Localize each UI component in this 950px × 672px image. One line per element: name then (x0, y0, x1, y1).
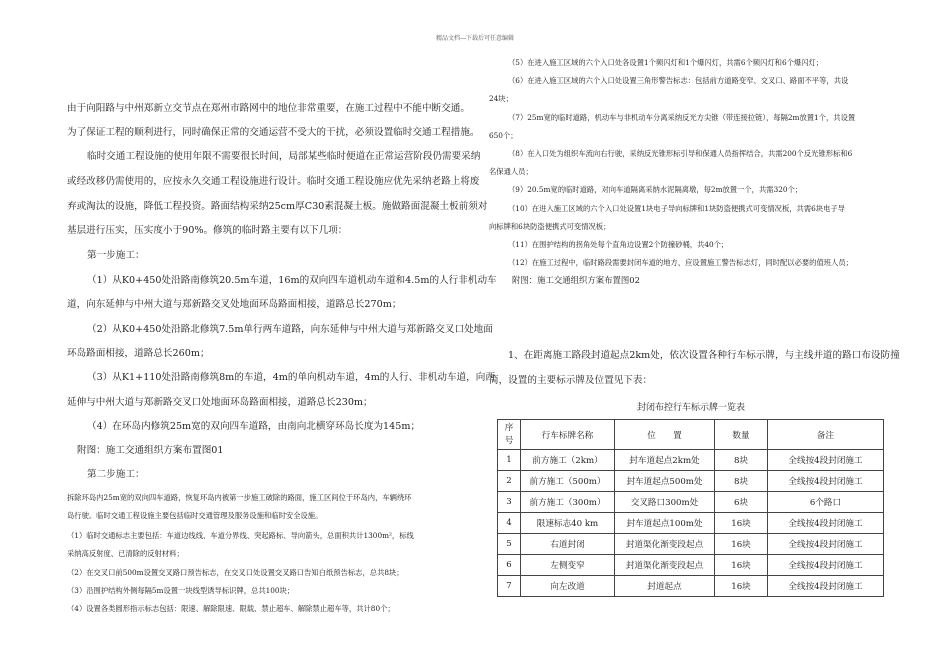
right-item6-line1: （6）在进入施工区域的六个入口处设置三角形警告标志：包括前方道路变窄、交叉口、路面不平等，共设 (508, 76, 849, 85)
para2-line-2: 或经改移仍需使用的，应按永久交通工程设施进行设计。临时交通工程设施应优先采纳老路上将废 (67, 176, 480, 187)
right-item11: （11）在围护结构的拐角处每个直角边设置2个防撞砂桶，共40个； (508, 240, 729, 249)
cell-position: 封车道起点2km处 (615, 450, 715, 471)
cell-name: 前方施工（300m） (521, 492, 615, 513)
cell-position: 封车道起点500m处 (615, 471, 715, 492)
step2-title: 第二步施工： (87, 469, 145, 480)
right-item10-line1: （10）在进入施工区域的六个入口处设置1块电子导向标牌和1块防盗便携式可变情况板，共需6块电子导 (508, 204, 845, 213)
cell-note: 全线按4段封闭施工 (768, 450, 884, 471)
right-item6-line2: 24块； (489, 94, 513, 103)
figure-caption-1: 附图：施工交通组织方案布置图01 (77, 445, 224, 456)
table-row (498, 576, 884, 597)
step2-item2: （2）在交叉口前500m设置交叉路口预告标志，在交叉口处设置交叉路口告知白纸预告标志，总共8块； (67, 568, 404, 577)
cell-qty: 6块 (715, 492, 768, 513)
cell-seq: 1 (498, 450, 521, 471)
cell-seq: 4 (498, 513, 521, 534)
table-header-row (498, 420, 884, 450)
cell-name: 限速标志40 km (521, 513, 615, 534)
cell-seq: 6 (498, 555, 521, 576)
table-row (498, 534, 884, 555)
cell-note: 全线按4段封闭施工 (768, 513, 884, 534)
step2-item1-line1: （1）临时交通标志主要包括：车道边线线、车道分界线、突起路标、导向箭头，总面积共计1300m²，标线 (67, 531, 414, 540)
step1-item3-line2: 延伸与中州大道与郑新路交叉口处地面环岛路面相接，道路总长230m； (67, 397, 373, 408)
right-item8-line1: （8）在入口处为组织车流向右行驶，采纳反光锥形标引导和保通人员指挥结合，共需200个反光锥形标和6 (508, 149, 853, 158)
cell-qty: 16块 (715, 534, 768, 555)
cell-position: 封道渠化渐变段起点 (615, 555, 715, 576)
step1-item4: （4）在环岛内修筑25m宽的双向四车道路，由南向北横穿环岛长度为145m； (87, 421, 421, 432)
right-item12: （12）在施工过程中，临时路段需要封闭车道的地方，应设置施工警告标志灯，同时配以必要的值班人员； (508, 258, 853, 267)
right-item7-line1: （7）25m宽的临时道路，机动车与非机动车分离采纳反光方尖锥（带连接拉链），每隔2m放置1个，共设置 (508, 113, 856, 122)
para2-line-3: 弃或淘汰的设施，降低工程投资。路面结构采纳25cm厚C30素混凝土板。施做路面混凝土板前须对 (67, 201, 488, 212)
step1-item2-line1: （2）从K0+450处沿路北修筑7.5m单行两车道路，向东延伸与中州大道与郑新路交叉口处地面 (87, 324, 493, 335)
cell-qty: 8块 (715, 450, 768, 471)
right-item8-line2: 名保通人员； (489, 167, 533, 176)
cell-note: 6个路口 (768, 492, 884, 513)
step1-title: 第一步施工： (87, 250, 145, 261)
cell-note: 全线按4段封闭施工 (768, 534, 884, 555)
header-seq: 序 号 (498, 420, 521, 450)
step2-line-2: 岛行驶。临时交通工程设施主要包括临时交通管理及服务设施和临时安全设施。 (67, 511, 323, 520)
section-1-line2: 筒，设置的主要标示牌及位置见下表： (489, 375, 653, 386)
table-row (498, 492, 884, 513)
cell-name: 前方施工（500m） (521, 471, 615, 492)
cell-name: 左侧变窄 (521, 555, 615, 576)
cell-seq: 7 (498, 576, 521, 597)
cell-name: 右道封闭 (521, 534, 615, 555)
cell-qty: 16块 (715, 576, 768, 597)
cell-qty: 16块 (715, 555, 768, 576)
cell-note: 全线按4段封闭施工 (768, 576, 884, 597)
right-item9: （9）20.5m宽的临时道路，对向车道隔离采纳水泥隔离墩，每2m放置一个，共需320个； (508, 185, 803, 194)
signs-table (497, 419, 884, 597)
table-row (498, 513, 884, 534)
cell-position: 封车道起点100m处 (615, 513, 715, 534)
cell-seq: 2 (498, 471, 521, 492)
cell-position: 封道渠化渐变段起点 (615, 534, 715, 555)
cell-qty: 16块 (715, 513, 768, 534)
right-item5: （5）在进入施工区域的六个入口处各设置1个频闪灯和1个爆闪灯，共需6个频闪灯和6个爆闪灯； (508, 58, 824, 67)
cell-name: 前方施工（2km） (521, 450, 615, 471)
cell-position: 封道起点 (615, 576, 715, 597)
cell-position: 交叉路口300m处 (615, 492, 715, 513)
table-row (498, 471, 884, 492)
step2-line-1: 拆除环岛内25m宽的双向四车道路，恢复环岛内被第一步施工破除的路面，施工区间位于环岛内，车辆绕环 (67, 493, 412, 502)
intro-line-1: 由于向阳路与中州郑新立交节点在郑州市路网中的地位非常重要，在施工过程中不能中断交通。 (67, 103, 470, 114)
header-position: 位 置 (615, 420, 715, 450)
cell-seq: 3 (498, 492, 521, 513)
step2-item3: （3）沿围护结构外侧每隔5m设置一块线型诱导标识牌，总共100块； (67, 586, 295, 595)
step2-item1-line2: 采纳高反射度、已清除的反射材料； (67, 549, 184, 558)
right-item7-line2: 650个； (489, 131, 518, 140)
step1-item3-line1: （3）从K1+110处沿路南修筑8m的车道，4m的单向机动车道，4m的人行、非机动车道，向西 (87, 372, 495, 383)
table-row (498, 555, 884, 576)
table-row (498, 450, 884, 471)
header-note: 备注 (768, 420, 884, 450)
intro-line-2: 为了保证工程的顺利进行，同时确保正常的交通运营不受大的干扰，必须设置临时交通工程措施。 (67, 127, 480, 138)
step1-item2-line2: 环岛路面相接，道路总长260m； (67, 348, 210, 359)
cell-note: 全线按4段封闭施工 (768, 471, 884, 492)
right-item10-line2: 向标牌和6块防盗便携式可变情况板； (489, 222, 611, 231)
cell-seq: 5 (498, 534, 521, 555)
step2-item4: （4）设置各类圆形指示标志包括：限速、解除限速、限载、禁止超车、解除禁止超车等，共计80个； (67, 604, 395, 613)
header-qty: 数量 (715, 420, 768, 450)
step1-item1-line2: 道，向东延伸与中州大道与郑新路交叉处地面环岛路面相接，道路总长270m； (67, 299, 402, 310)
cell-qty: 8块 (715, 471, 768, 492)
para2-line-1: 临时交通工程设施的使用年限不需要很长时间，局部某些临时便道在正常运营阶段仍需要采纳 (87, 151, 481, 162)
header-name: 行车标牌名称 (521, 420, 615, 450)
cell-name: 向左改道 (521, 576, 615, 597)
step1-item1-line1: （1）从K0+450处沿路南修筑20.5m车道，16m的双向四车道机动车道和4.5m的人行非机动车 (87, 275, 497, 286)
page-header: 精品文档---下载后可任意编辑 (435, 35, 515, 42)
cell-note: 全线按4段封闭施工 (768, 555, 884, 576)
table-title: 封闭布控行车标示牌一览表 (636, 403, 745, 413)
figure-caption-2: 附图：施工交通组织方案布置图02 (512, 275, 640, 285)
section-1-line1: 1、在距离施工路段封道起点2km处，依次设置各种行车标示牌，与主线并道的路口布设防撞 (508, 350, 900, 361)
para2-line-4: 基层进行压实，压实度小于90%。修筑的临时路主要有以下几项： (67, 225, 348, 236)
